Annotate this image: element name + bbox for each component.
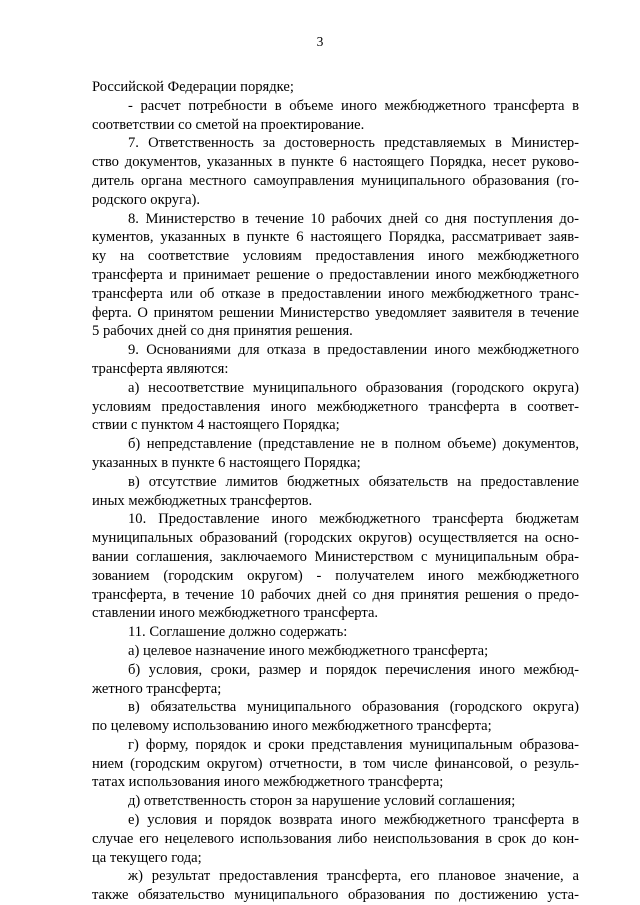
text-line: трансферта и принимает решение о предоставлении иного межбюджетного (92, 266, 579, 283)
text-line: ку на соответствие условиям предоставления иного межбюджетного (92, 248, 579, 265)
text-line: вании соглашения, заключаемого Министерством с муниципальным обра- (92, 548, 579, 565)
text-line: соответствии со сметой на проектирование. (92, 116, 365, 133)
text-line: жетного трансферта; (92, 680, 222, 697)
text-line: д) ответственность сторон за нарушение условий соглашения; (128, 793, 516, 810)
text-line: ставлении иного межбюджетного трансферта. (92, 605, 379, 622)
text-line: трансферта, в течение 10 рабочих дней со дня принятия решения о предо- (92, 586, 579, 603)
text-line: нием (городским округом) отчетности, в том числе финансовой, о резуль- (92, 755, 579, 772)
text-line: б) условия, сроки, размер и порядок перечисления иного межбюд- (128, 661, 579, 678)
text-line: 9. Основаниями для отказа в предоставлении иного межбюджетного (128, 342, 579, 359)
text-line: по целевому использованию иного межбюджетного трансферта; (92, 718, 492, 735)
text-line: также обязательство муниципального образования по достижению уста- (92, 887, 579, 904)
text-line: 10. Предоставление иного межбюджетного трансферта бюджетам (128, 511, 579, 528)
text-line: а) несоответствие муниципального образования (городского округа) (128, 379, 579, 396)
text-line: дитель органа местного самоуправления муниципального образования (го- (92, 172, 579, 189)
text-line: ферта. О принятом решении Министерство уведомляет заявителя в течение (92, 304, 579, 321)
text-line: в) обязательства муниципального образования (городского округа) (128, 699, 579, 716)
text-line: б) непредставление (представление не в полном объеме) документов, (128, 436, 579, 453)
text-line: 8. Министерство в течение 10 рабочих дней со дня поступления до- (128, 210, 579, 227)
text-line: 7. Ответственность за достоверность представляемых в Министер- (128, 135, 579, 152)
text-line: иных межбюджетных трансфертов. (92, 492, 313, 509)
text-line: ца текущего года; (92, 849, 202, 866)
text-line: зованием (городским округом) - получателем иного межбюджетного (92, 567, 579, 584)
text-line: а) целевое назначение иного межбюджетного трансферта; (128, 642, 489, 659)
text-line: г) форму, порядок и сроки представления муниципальным образова- (128, 736, 579, 753)
text-line: родского округа). (92, 191, 201, 208)
text-line: ж) результат предоставления трансферта, его плановое значение, а (128, 868, 579, 885)
document-body (92, 78, 579, 905)
text-line: кументов, указанных в пункте 6 настоящего Порядка, рассматривает заяв- (92, 229, 579, 246)
text-line: условиям предоставления иного межбюджетного трансферта в соответ- (92, 398, 579, 415)
text-line: случае его нецелевого использования либо неиспользования в срок до кон- (92, 830, 579, 847)
text-line: указанных в пункте 6 настоящего Порядка; (92, 454, 361, 471)
text-line: в) отсутствие лимитов бюджетных обязательств на предоставление (128, 473, 579, 490)
text-line: татах использования иного межбюджетного трансферта; (92, 774, 444, 791)
text-line: 5 рабочих дней со дня принятия решения. (92, 323, 353, 340)
text-line: Российской Федерации порядке; (92, 79, 294, 95)
text-line: е) условия и порядок возврата иного межбюджетного трансферта в (128, 812, 579, 829)
text-line: ствии с пунктом 4 настоящего Порядка; (92, 417, 340, 434)
text-line: - расчет потребности в объеме иного межбюджетного трансферта в (128, 97, 579, 114)
text-line: трансферта являются: (92, 360, 229, 377)
text-line: трансферта или об отказе в предоставлении иного межбюджетного транс- (92, 285, 579, 302)
text-line: ство документов, указанных в пункте 6 настоящего Порядка, несет руково- (92, 154, 579, 171)
page-number: 3 (316, 34, 324, 49)
text-line: 11. Соглашение должно содержать: (128, 624, 348, 641)
text-line: муниципальных образований (городских округов) осуществляется на осно- (92, 530, 579, 547)
